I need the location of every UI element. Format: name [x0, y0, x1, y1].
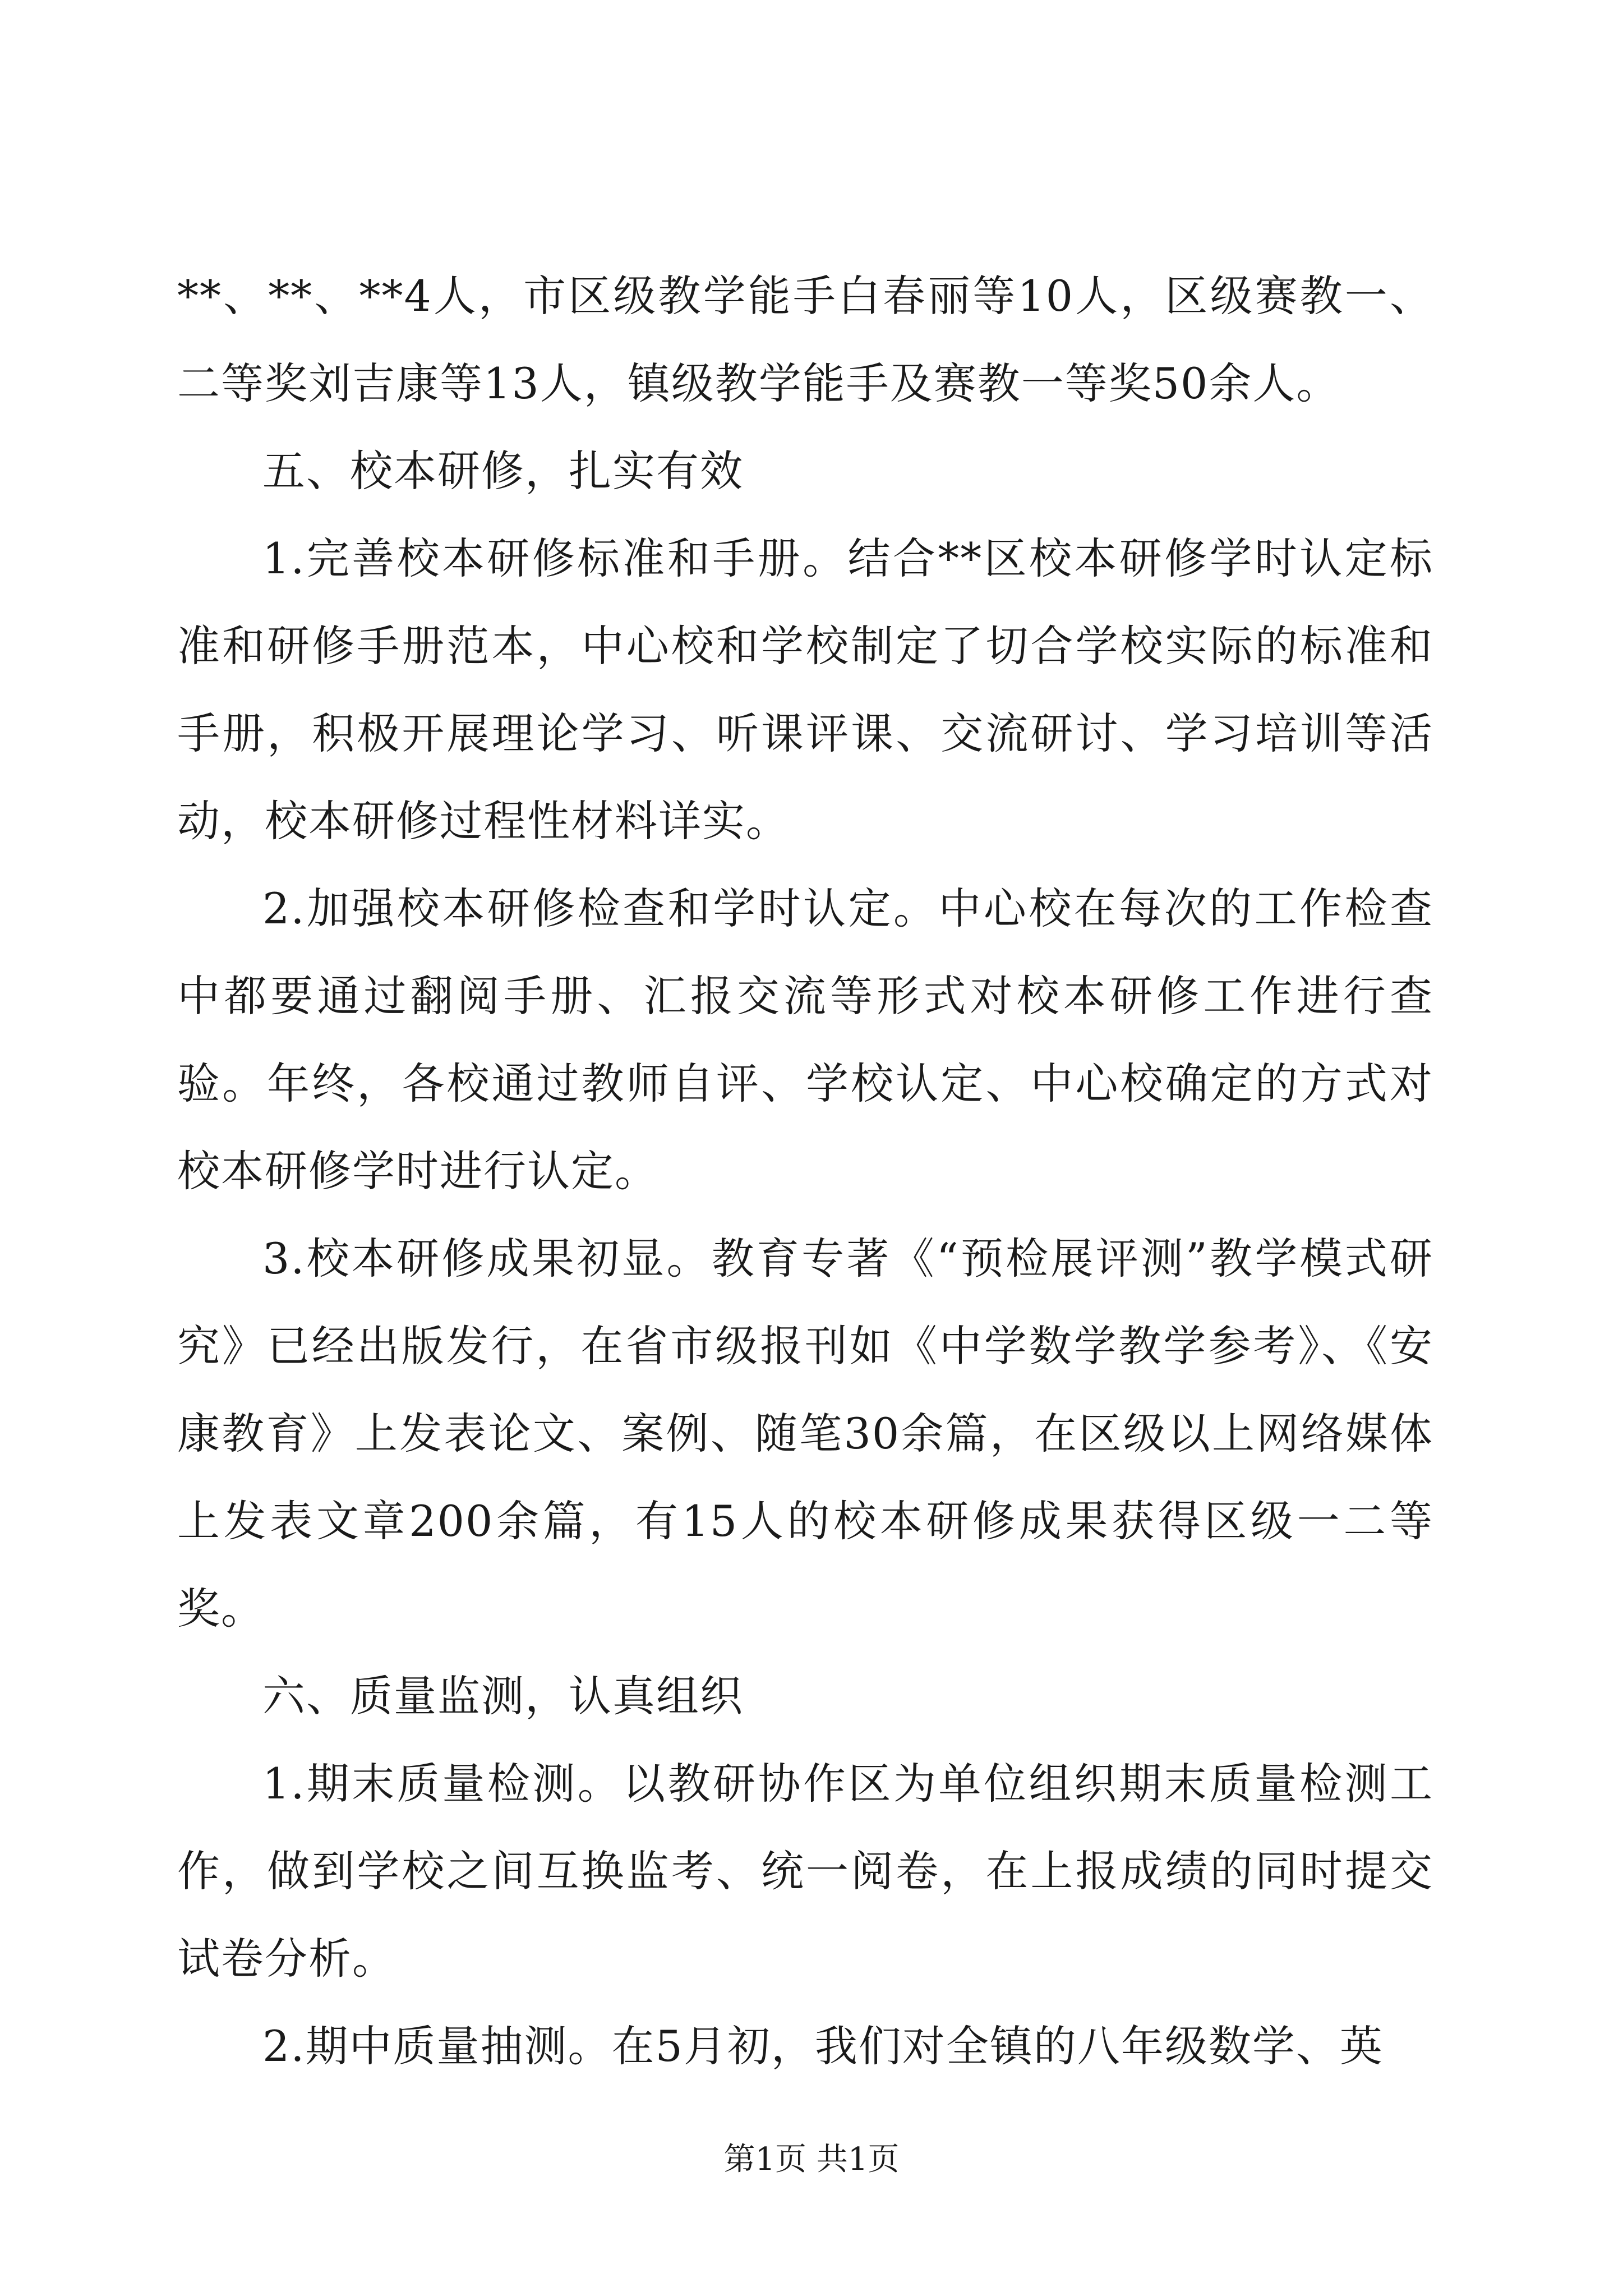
paragraph-midterm-sampling: 2.期中质量抽测。在5月初，我们对全镇的八年级数学、英 — [262, 2021, 1384, 2071]
section-heading-school-research: 五、校本研修，扎实有效 — [262, 446, 744, 496]
paragraph-final-exam-testing: 1.期末质量检测。以教研协作区为单位组织期末质量检测工作，做到学校之间互换监考、统一阅卷，在上报成绩的同时提交试卷分析。 — [177, 1759, 1433, 1984]
paragraph-research-results: 3.校本研修成果初显。教育专著《“预检展评测”教学模式研究》已经出版发行，在省市级报刊如《中学数学教学参考》、《安康教育》上发表论文、案例、随笔30余篇，在区级以上网络媒体上发表文章200余篇，有15人的校本研修成果获得区级一二等奖。 — [177, 1234, 1433, 1634]
paragraph-research-inspection: 2.加强校本研修检查和学时认定。中心校在每次的工作检查中都要通过翻阅手册、汇报交流等形式对校本研修工作进行查验。年终，各校通过教师自评、学校认定、中心校确定的方式对校本研修学时进行认定。 — [177, 884, 1433, 1196]
document-body — [177, 252, 1433, 2090]
paragraph-awards-continued: **、**、**4人，市区级教学能手白春丽等10人，区级赛教一、二等奖刘吉康等13人，镇级教学能手及赛教一等奖50余人。 — [177, 271, 1433, 408]
paragraph-research-standards: 1.完善校本研修标准和手册。结合**区校本研修学时认定标准和研修手册范本，中心校和学校制定了切合学校实际的标准和手册，积极开展理论学习、听课评课、交流研讨、学习培训等活动，校本研修过程性材料详实。 — [177, 533, 1433, 846]
page-footer: 第1页 共1页 — [723, 2141, 900, 2178]
section-heading-quality-monitoring: 六、质量监测，认真组织 — [262, 1671, 744, 1721]
